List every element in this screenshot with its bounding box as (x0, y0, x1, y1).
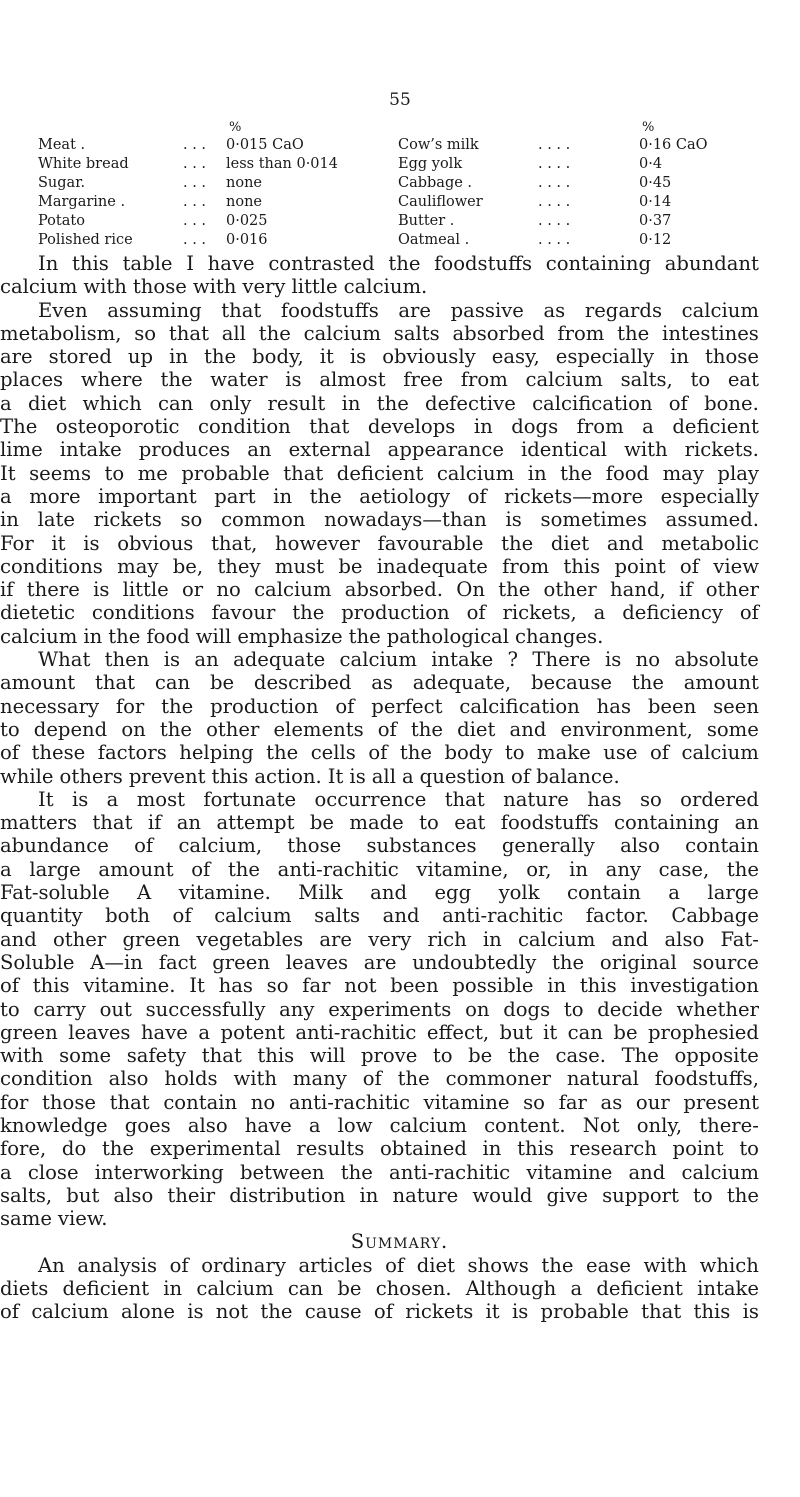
text-line: of calcium alone is not the cause of rickets it is probable that this is (0, 1300, 759, 1324)
table-row (38, 174, 758, 193)
leader-dots-left: . . . (183, 232, 207, 248)
calcium-value-right: 0·45 (639, 175, 672, 191)
food-name-left: Margarine . (38, 194, 126, 210)
food-name-left: Sugar. (38, 175, 86, 191)
leader-dots-right: . . . . (538, 213, 571, 229)
leader-dots-left: . . . (183, 137, 207, 153)
text-line: if there is little or no calcium absorbed. On the other hand, if other (0, 578, 759, 602)
leader-dots-right: . . . . (538, 232, 571, 248)
leader-dots-right: . . . . (538, 156, 571, 172)
leader-dots-right: . . . . (538, 194, 571, 210)
food-name-left: Meat . (38, 137, 86, 153)
calcium-value-right: 0·37 (639, 213, 672, 229)
table-row (38, 231, 758, 250)
text-line: are stored up in the body, it is obviously easy, especially in those (0, 345, 759, 369)
text-line: dietetic conditions favour the production of rickets, a deficiency of (0, 601, 759, 625)
text-line: green leaves have a potent anti-rachitic effect, but it can be prophesied (0, 1020, 759, 1044)
text-line: abundance of calcium, those substances generally also contain (0, 834, 759, 858)
table-row (38, 212, 758, 231)
calcium-value-right: 0·12 (639, 232, 672, 248)
text-line: An analysis of ordinary articles of diet shows the ease with which (38, 1253, 759, 1277)
text-line: while others prevent this action. It is all a question of balance. (0, 764, 620, 788)
body-text (0, 252, 759, 1324)
text-line: The osteoporotic condition that develops in dogs from a deficient (0, 415, 759, 439)
text-line: of this vitamine. It has so far not been possible in this investigation (0, 974, 759, 998)
text-line: salts, but also their distribution in nature would give support to the (0, 1183, 759, 1207)
table-row (38, 193, 758, 212)
text-line: places where the water is almost free from calcium salts, to eat (0, 368, 759, 392)
text-line: a more important part in the aetiology of rickets—more especially (0, 484, 759, 508)
leader-dots-left: . . . (183, 175, 207, 191)
calcium-value-left: none (226, 194, 262, 210)
calcium-value-left: none (226, 175, 262, 191)
food-name-right: Oatmeal . (398, 232, 470, 248)
text-line: knowledge goes also have a low calcium content. Not only, there- (0, 1113, 759, 1137)
text-line: to carry out successfully any experiments on dogs to decide whether (0, 997, 759, 1021)
text-line: diets deficient in calcium can be chosen. Although a deficient intake (0, 1277, 759, 1301)
text-line: a large amount of the anti-rachitic vitamine, or, in any case, the (0, 857, 759, 881)
text-line: of these factors helping the cells of the body to make use of calcium (0, 741, 759, 765)
text-line: conditions may be, they must be inadequate from this point of view (0, 554, 759, 578)
section-heading: Summary. (350, 1230, 449, 1254)
page-number: 55 (389, 90, 411, 110)
text-line: a diet which can only result in the defective calcification of bone. (0, 391, 759, 415)
text-line: matters that if an attempt be made to eat foodstuffs containing an (0, 811, 759, 835)
text-line: necessary for the production of perfect calcification has been seen (0, 694, 759, 718)
calcium-value-left: 0·025 (226, 213, 268, 229)
text-line: for those that contain no anti-rachitic vitamine so far as our present (0, 1090, 759, 1114)
text-line: metabolism, so that all the calcium salts absorbed from the intestines (0, 321, 759, 345)
text-line: Fat-soluble A vitamine. Milk and egg yolk contain a large (0, 881, 759, 905)
table-row (38, 136, 758, 155)
table-row (38, 155, 758, 174)
food-name-right: Egg yolk (398, 156, 463, 172)
text-line: For it is obvious that, however favourable the diet and metabolic (0, 531, 759, 555)
text-line: In this table I have contrasted the foodstuffs containing abundant (38, 252, 759, 275)
calcium-value-right: 0·4 (639, 156, 663, 172)
text-line: in late rickets so common nowadays—than is sometimes assumed. (0, 508, 759, 532)
text-line: calcium in the food will emphasize the pathological changes. (0, 624, 604, 648)
food-name-left: Polished rice (38, 232, 133, 248)
calcium-value-left: less than 0·014 (226, 156, 338, 172)
text-line: with some safety that this will prove to be the case. The opposite (0, 1044, 759, 1068)
text-line: fore, do the experimental results obtained in this research point to (0, 1137, 759, 1161)
leader-dots-left: . . . (183, 156, 207, 172)
food-name-left: Potato (38, 213, 85, 229)
text-line: condition also holds with many of the commoner natural foodstuffs, (0, 1067, 759, 1091)
leader-dots-left: . . . (183, 194, 207, 210)
text-line: What then is an adequate calcium intake ? There is no absolute (38, 648, 759, 672)
leader-dots-right: . . . . (538, 175, 571, 191)
food-name-right: Butter . (398, 213, 455, 229)
text-line: Even assuming that foodstuffs are passive as regards calcium (38, 298, 759, 322)
food-name-left: White bread (38, 156, 129, 172)
text-line: Soluble A—in fact green leaves are undoubtedly the original source (0, 950, 759, 974)
food-name-right: Cauliflower (398, 194, 483, 210)
leader-dots-left: . . . (183, 213, 207, 229)
calcium-value-right: 0·16 CaO (639, 137, 708, 153)
calcium-value-left: 0·016 (226, 232, 268, 248)
text-line: and other green vegetables are very rich in calcium and also Fat- (0, 927, 759, 951)
text-line: same view. (0, 1207, 108, 1231)
text-line: a close interworking between the anti-rachitic vitamine and calcium (0, 1160, 759, 1184)
text-line: amount that can be described as adequate, because the amount (0, 671, 759, 695)
calcium-value-right: 0·14 (639, 194, 672, 210)
percent-header-right: % (642, 120, 655, 135)
percent-header-left: % (229, 120, 242, 135)
calcium-content-table (38, 120, 758, 250)
food-name-right: Cow’s milk (398, 137, 479, 153)
text-line: lime intake produces an external appearance identical with rickets. (0, 438, 759, 462)
leader-dots-right: . . . . (538, 137, 571, 153)
text-line: calcium with those with very little calcium. (0, 275, 428, 299)
percent-header-row (38, 120, 758, 136)
text-line: quantity both of calcium salts and anti-rachitic factor. Cabbage (0, 904, 759, 928)
calcium-value-left: 0·015 CaO (226, 137, 304, 153)
table-rows (38, 136, 758, 250)
text-line: to depend on the other elements of the diet and environment, some (0, 717, 759, 741)
food-name-right: Cabbage . (398, 175, 473, 191)
text-line: It is a most fortunate occurrence that nature has so ordered (38, 787, 759, 811)
text-line: It seems to me probable that deficient calcium in the food may play (0, 461, 759, 485)
